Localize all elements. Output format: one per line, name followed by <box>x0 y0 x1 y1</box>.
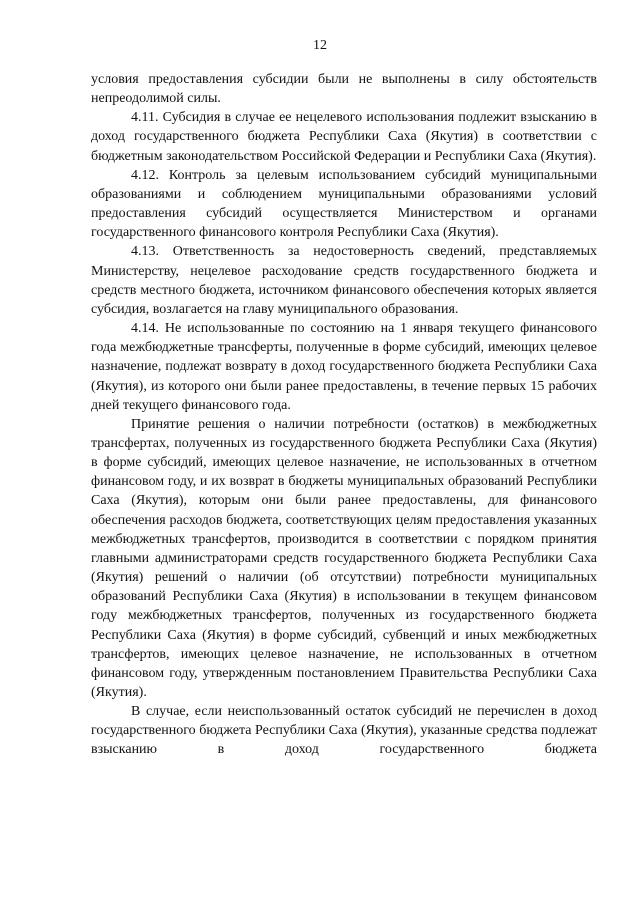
paragraph-4-12: 4.12. Контроль за целевым использованием субсидий муниципальными образованиями и соблюдением муниципальными образованиями условий предоставления субсидий осуществляется Министерством и органами государственного финансового контроля Республики Саха (Якутия). <box>91 167 597 241</box>
page-number: 12 <box>313 38 327 53</box>
paragraph-recovery: В случае, если неиспользованный остаток субсидий не перечислен в доход государственного бюджета Республики Саха (Якутия), указанные средства подлежат взысканию в доход государственного бюджета <box>91 704 597 758</box>
paragraph-4-13: 4.13. Ответственность за недостоверность сведений, представляемых Министерству, нецелевое расходование средств государственного бюджета и средств местного бюджета, источником финансового обеспечения которых является субсидия, возлагается на главу муниципального образования. <box>91 244 597 317</box>
paragraph-4-14: 4.14. Не использованные по состоянию на 1 января текущего финансового года межбюджетные трансферты, полученные в форме субсидий, имеющих целевое назначение, подлежат возврату в доход государственного бюджета Республики Саха (Якутия), из которого они были ранее предоставлены, в течение первых 15 рабочих дней текущего финансового года. <box>91 321 597 413</box>
paragraph-continuation: условия предоставления субсидии были не выполнены в силу обстоятельств непреодолимой силы. <box>91 72 597 107</box>
document-body <box>91 70 597 760</box>
paragraph-decision: Принятие решения о наличии потребности (остатков) в межбюджетных трансфертах, полученных из государственного бюджета Республики Саха (Якутия) в форме субсидий, имеющих целевое назначение, не использованных в отчетном финансовом году, и их возврат в бюджеты муниципальных образований Республики Саха (Якутия), которым они были ранее предоставлены, для финансового обеспечения расходов бюджета, соответствующих целям предоставления указанных межбюджетных трансфертов, производится в соответствии с порядком принятия главными администраторами средств государственного бюджета Республики Саха (Якутия) решений о наличии (об отсутствии) потребности муниципальных образований Республики Саха (Якутия) в использовании в текущем финансовом году межбюджетных трансфертов, полученных из государственного бюджета Республики Саха (Якутия) в форме субсидий, субвенций и иных межбюджетных трансфертов, имеющих целевое назначение, не использованных в отчетном финансовом году, утвержденным постановлением Правительства Республики Саха (Якутия). <box>91 416 597 700</box>
paragraph-4-11: 4.11. Субсидия в случае ее нецелевого использования подлежит взысканию в доход государственного бюджета Республики Саха (Якутия) в соответствии с бюджетным законодательством Российской Федерации и Республики Саха (Якутия). <box>91 110 597 164</box>
